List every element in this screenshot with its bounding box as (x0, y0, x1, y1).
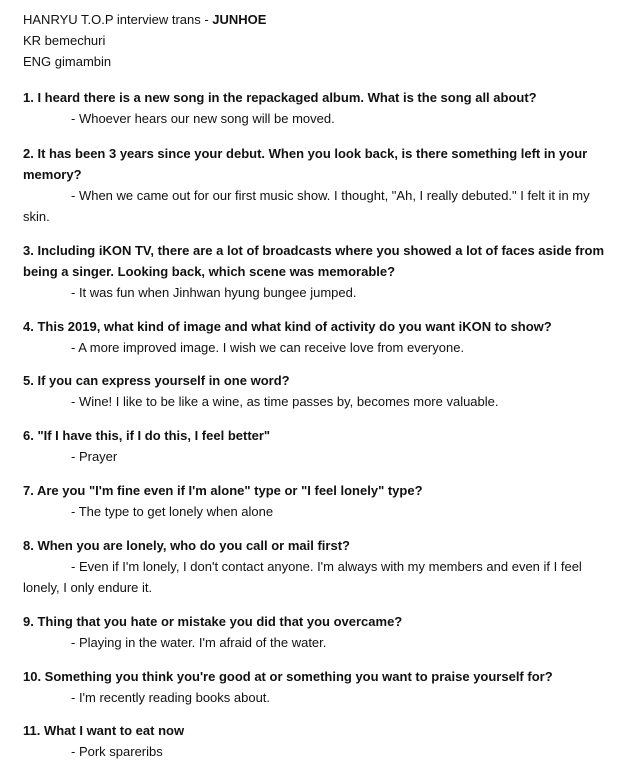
answer: - It was fun when Jinhwan hyung bungee jumped. (71, 285, 357, 300)
question: 8. When you are lonely, who do you call or mail first? (23, 538, 350, 553)
question: 6. "If I have this, if I do this, I feel better" (23, 428, 271, 443)
document-title (23, 9, 608, 30)
answer: - Whoever hears our new song will be moved. (71, 111, 335, 126)
answer: - Pork spareribs (71, 744, 163, 759)
answer: - Wine! I like to be like a wine, as time passes by, becomes more valuable. (71, 394, 499, 409)
answer: - Even if I'm lonely, I don't contact anyone. I'm always with my members and even if I feel lonely, I only endure it. (23, 559, 582, 595)
qa-item-5 (23, 370, 608, 412)
question: 9. Thing that you hate or mistake you did that you overcame? (23, 614, 403, 629)
answer: - Playing in the water. I'm afraid of the water. (71, 635, 327, 650)
qa-item-7 (23, 480, 608, 522)
question: 4. This 2019, what kind of image and what kind of activity do you want iKON to show? (23, 319, 552, 334)
interview-document (23, 9, 608, 759)
question: 7. Are you "I'm fine even if I'm alone" type or "I feel lonely" type? (23, 483, 423, 498)
qa-item-10 (23, 666, 608, 708)
answer: - A more improved image. I wish we can receive love from everyone. (71, 340, 465, 355)
question: 5. If you can express yourself in one word? (23, 373, 290, 388)
qa-item-2 (23, 143, 608, 227)
answer: - I'm recently reading books about. (71, 690, 271, 705)
kr-credit: KR bemechuri (23, 33, 106, 48)
qa-item-4 (23, 316, 608, 358)
qa-item-11 (23, 720, 608, 762)
answer: - When we came out for our first music show. I thought, "Ah, I really debuted." I felt it in my skin. (23, 188, 590, 224)
qa-item-9 (23, 611, 608, 653)
answer: - The type to get lonely when alone (71, 504, 274, 519)
eng-credit: ENG gimambin (23, 54, 112, 69)
qa-item-3 (23, 240, 608, 303)
question: 11. What I want to eat now (23, 723, 185, 738)
answer: - Prayer (71, 449, 118, 464)
title-name: JUNHOE (212, 12, 267, 27)
question: 2. It has been 3 years since your debut. When you look back, is there something left in your memory? (23, 146, 588, 182)
qa-item-8 (23, 535, 608, 598)
question: 1. I heard there is a new song in the repackaged album. What is the song all about? (23, 90, 537, 105)
question: 3. Including iKON TV, there are a lot of broadcasts where you showed a lot of faces aside from being a singer. Looking back, which scene was memorable? (23, 243, 605, 279)
qa-item-6 (23, 425, 608, 467)
qa-item-1 (23, 87, 608, 129)
question: 10. Something you think you're good at or something you want to praise yourself for? (23, 669, 553, 684)
title-prefix: HANRYU T.O.P interview trans - (23, 12, 213, 27)
